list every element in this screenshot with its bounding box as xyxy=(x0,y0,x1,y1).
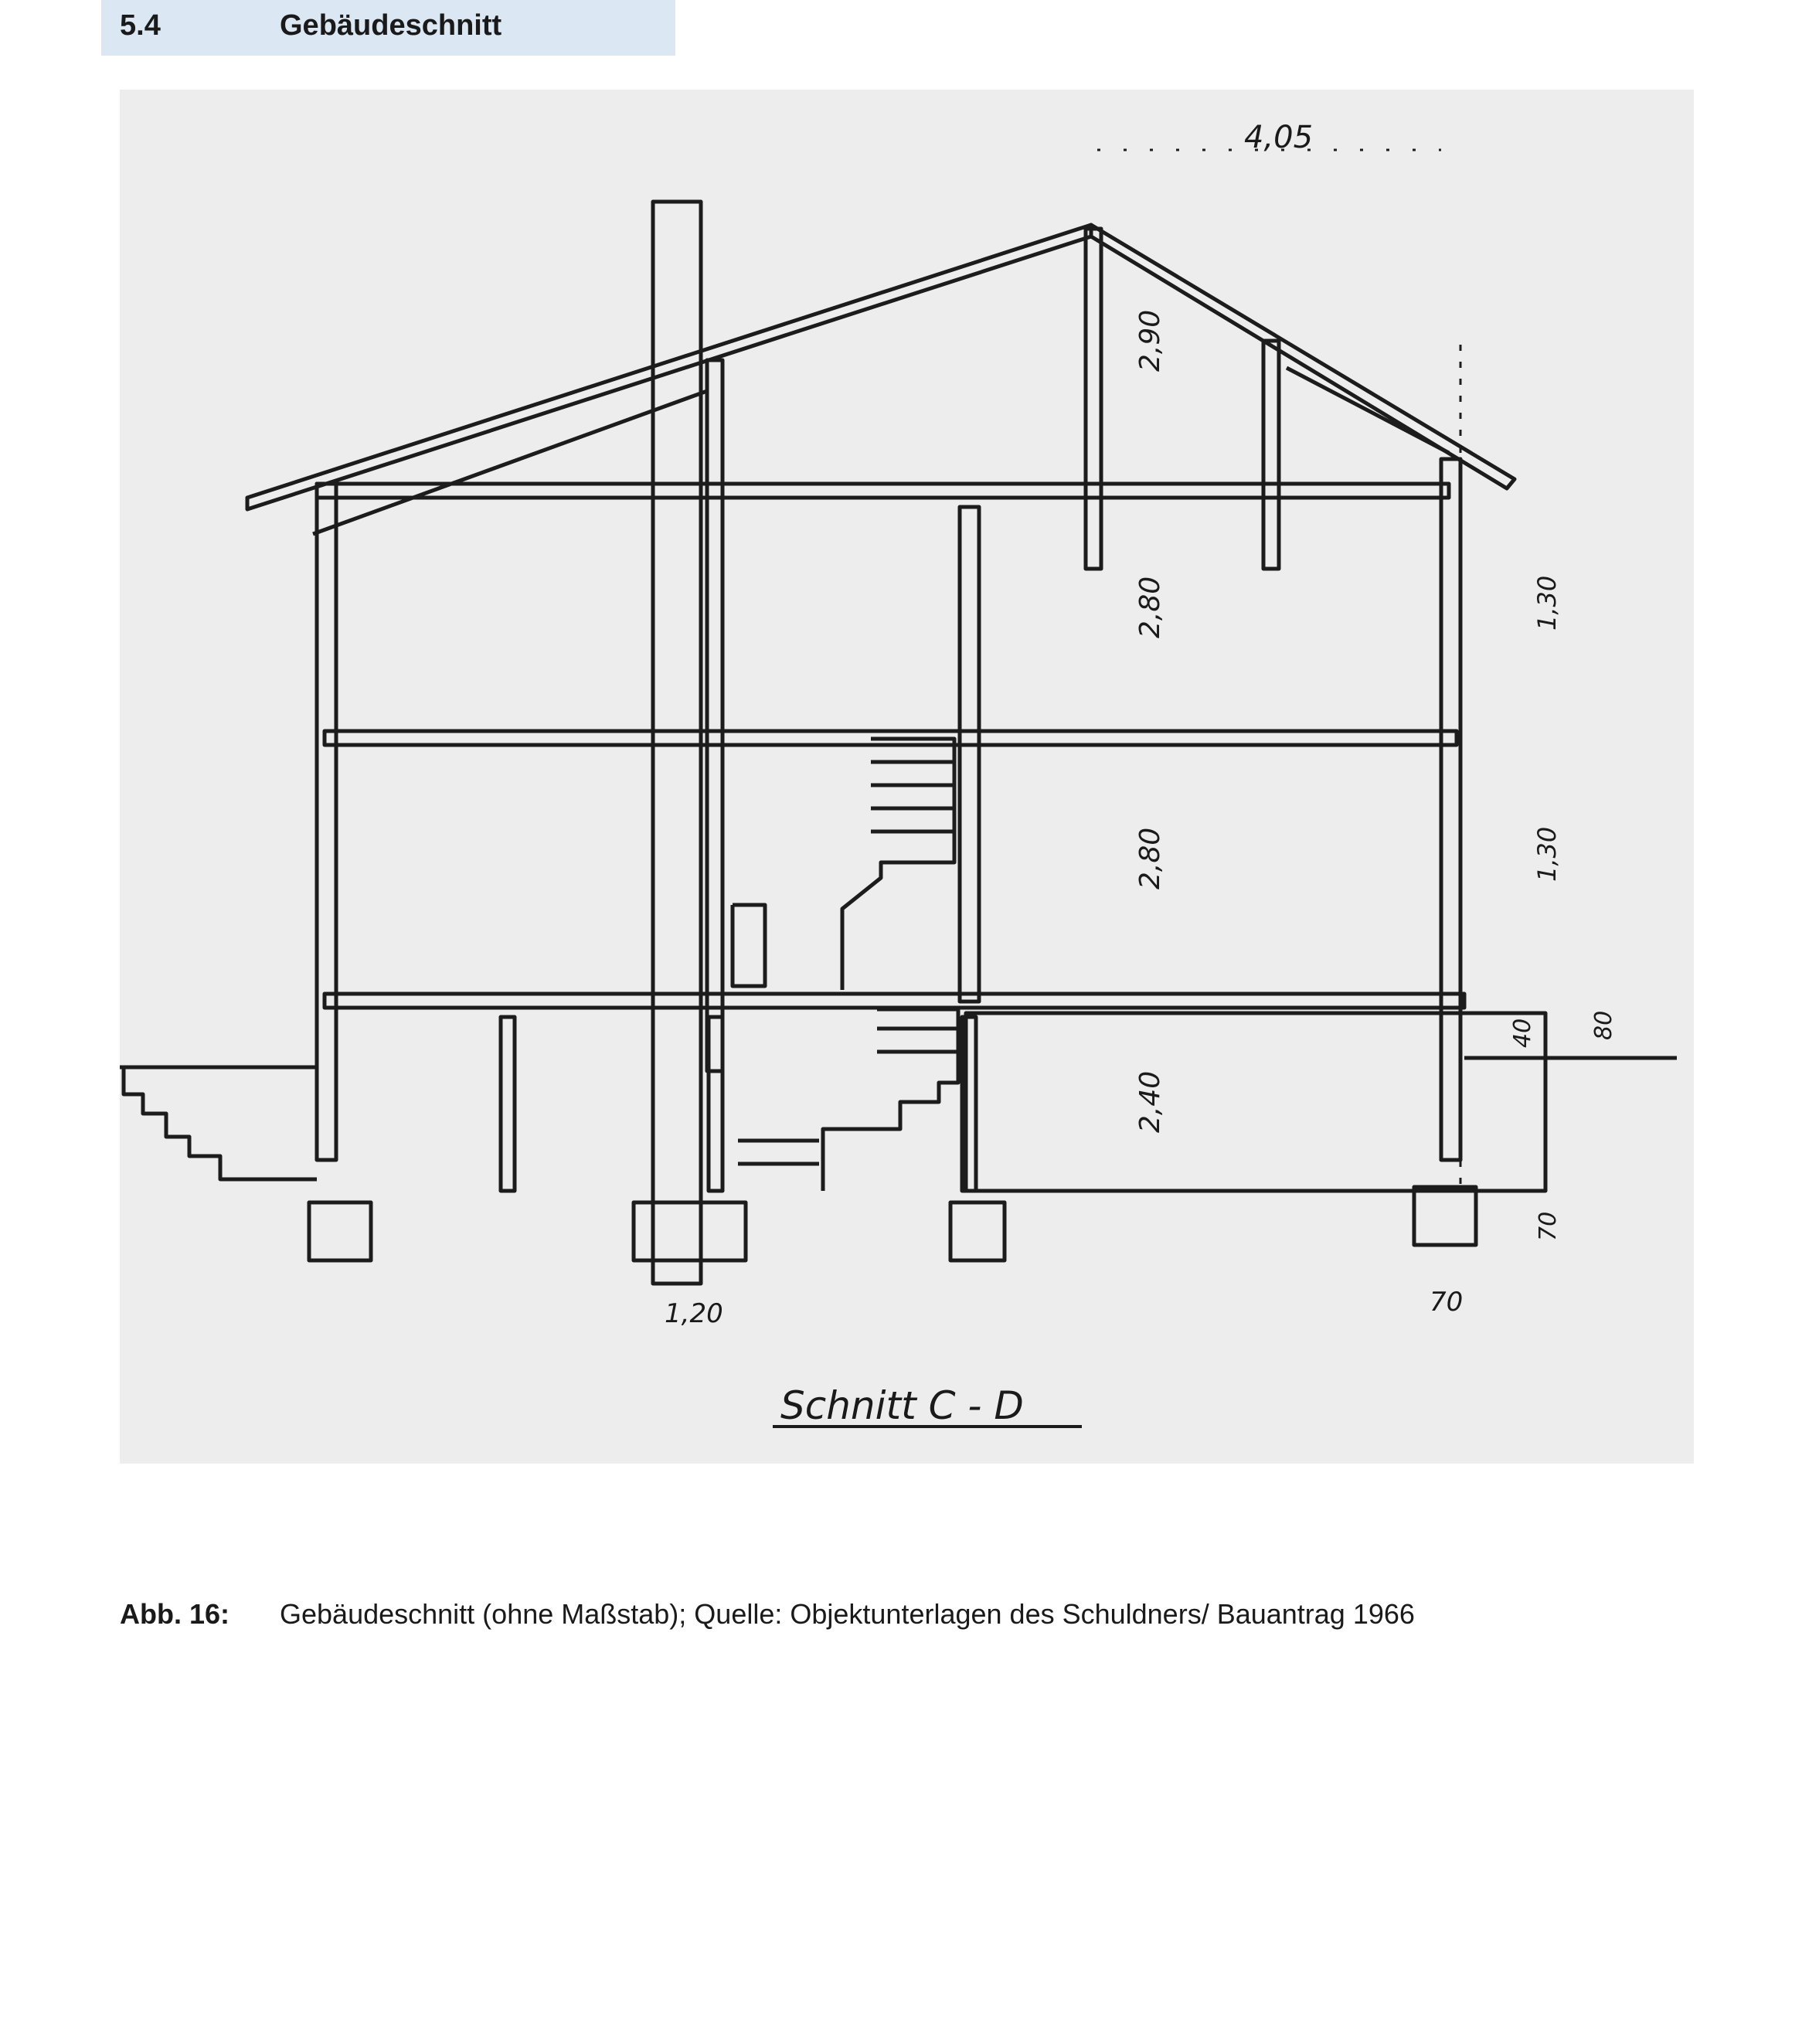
section-header xyxy=(101,0,675,56)
caption-label: Abb. 16: xyxy=(120,1598,230,1630)
dim-ground-offset: 80 xyxy=(1590,1010,1617,1040)
dim-upper-floor: 2,80 xyxy=(1134,576,1166,638)
dim-attic-height: 2,90 xyxy=(1134,309,1166,372)
dim-ground-window: 1,30 xyxy=(1532,826,1562,882)
dim-basement-window: 40 xyxy=(1509,1018,1536,1048)
dim-upper-window: 1,30 xyxy=(1532,575,1562,631)
dim-roof-width: 4,05 xyxy=(1244,120,1314,155)
section-number: 5.4 xyxy=(120,9,161,42)
figure-caption xyxy=(120,1598,1415,1631)
drawing-title: Schnitt C - D xyxy=(780,1383,1024,1428)
dim-ground-floor: 2,80 xyxy=(1134,827,1166,889)
dim-foundation-right: 70 xyxy=(1430,1287,1464,1318)
caption-text: Gebäudeschnitt (ohne Maßstab); Quelle: Objektunterlagen des Schuldners/ Bauantrag 1966 xyxy=(280,1598,1415,1630)
dim-basement: 2,40 xyxy=(1134,1070,1166,1133)
section-title: Gebäudeschnitt xyxy=(280,9,502,42)
dim-foundation-depth: 70 xyxy=(1535,1211,1562,1241)
dim-foundation-center: 1,20 xyxy=(665,1298,723,1329)
building-section-drawing xyxy=(120,90,1694,1464)
